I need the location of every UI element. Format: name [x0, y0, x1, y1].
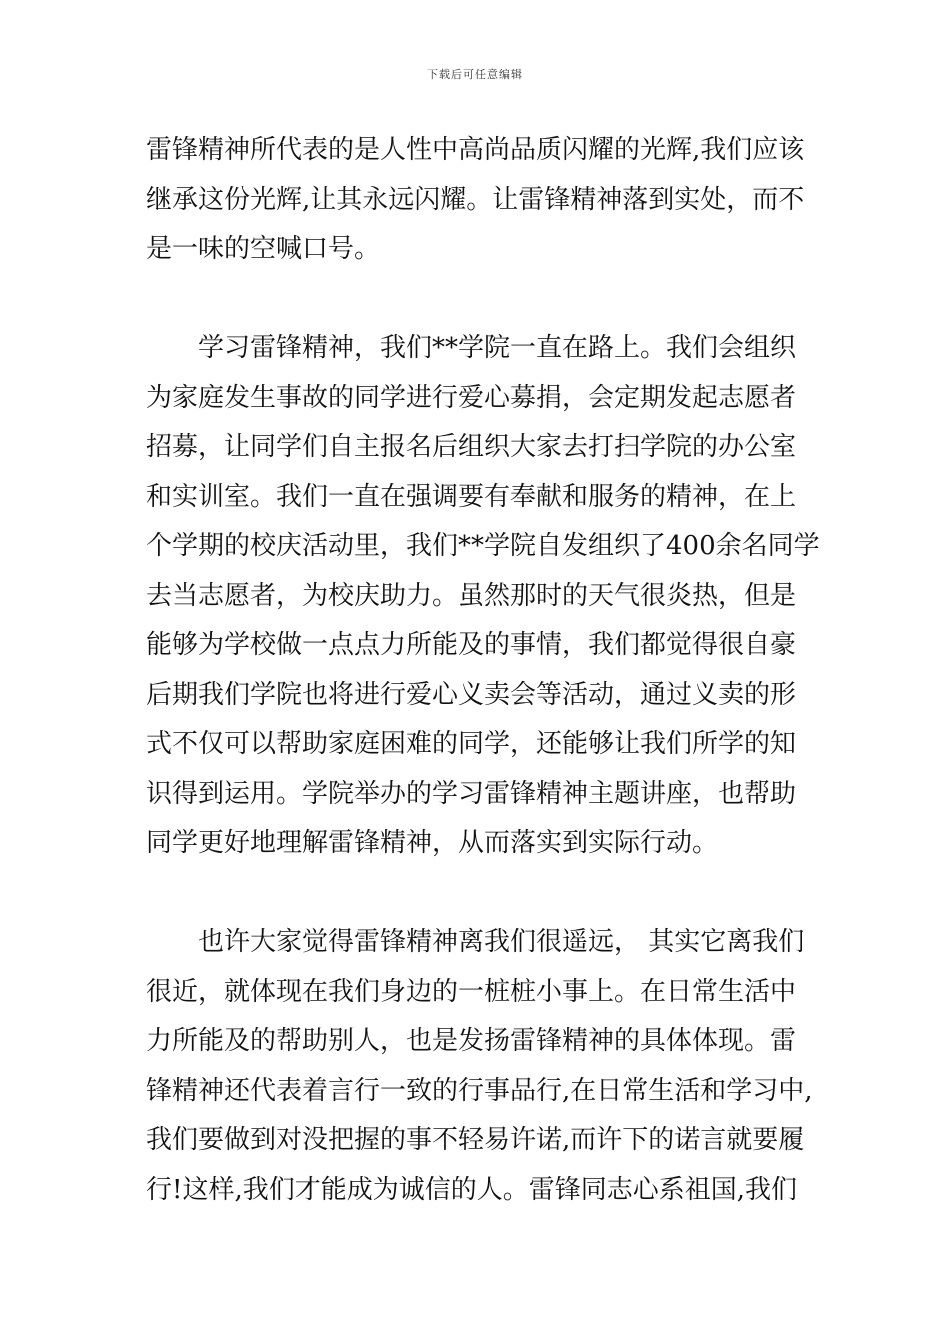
paragraph-2-line-2: 为家庭发生事故的同学进行爱心募捐，会定期发起志愿者 — [146, 382, 797, 413]
paragraph-1-line-1: 雷锋精神所代表的是人性中高尚品质闪耀的光辉,我们应该 — [146, 135, 805, 165]
document-body — [146, 126, 820, 1215]
paragraph-2-line-3: 招募，让同学们自主报名后组织大家去打扫学院的办公室 — [146, 432, 797, 462]
paragraph-2-line-8: 后期我们学院也将进行爱心义卖会等活动，通过义卖的形 — [146, 679, 797, 710]
paragraph-3-line-3: 力所能及的帮助别人，也是发扬雷锋精神的具体体现。雷 — [146, 1026, 797, 1056]
paragraph-3-line-6: 行!这样,我们才能成为诚信的人。雷锋同志心系祖国,我们 — [146, 1174, 797, 1205]
paragraph-1-line-2: 继承这份光辉,让其永远闪耀。让雷锋精神落到实处，而不 — [146, 184, 805, 215]
paragraph-2-line-9: 式不仅可以帮助家庭困难的同学，还能够让我们所学的知 — [146, 729, 797, 759]
paragraph-3-line-5: 我们要做到对没把握的事不轻易许诺,而许下的诺言就要履 — [146, 1125, 805, 1155]
paragraph-spacer — [146, 275, 812, 325]
paragraph-3-line-1: 也许大家觉得雷锋精神离我们很遥远， 其实它离我们 — [198, 927, 805, 957]
paragraph-2-line-11: 同学更好地理解雷锋精神，从而落实到实际行动。 — [146, 828, 719, 858]
paragraph-2-line-1: 学习雷锋精神，我们**学院一直在路上。我们会组织 — [198, 333, 797, 363]
paragraph-3-line-4: 锋精神还代表着言行一致的行事品行,在日常生活和学习中, — [146, 1075, 813, 1106]
paragraph-2-line-4: 和实训室。我们一直在强调要有奉献和服务的精神，在上 — [146, 481, 797, 512]
paragraph-2-line-6: 去当志愿者，为校庆助力。虽然那时的天气很炎热，但是 — [146, 580, 797, 611]
paragraph-3-line-2: 很近，就体现在我们身边的一桩桩小事上。在日常生活中 — [146, 976, 797, 1007]
paragraph-spacer — [146, 869, 812, 919]
paragraph-2-line-7: 能够为学校做一点点力所能及的事情，我们都觉得很自豪 — [146, 630, 797, 660]
paragraph-2-line-10: 识得到运用。学院举办的学习雷锋精神主题讲座，也帮助 — [146, 778, 797, 809]
paragraph-2-line-5: 个学期的校庆活动里，我们**学院自发组织了400余名同学 — [146, 531, 820, 561]
paragraph-1-line-3: 是一味的空喊口号。 — [146, 234, 381, 264]
page-header: 下载后可任意编辑 — [427, 68, 523, 81]
